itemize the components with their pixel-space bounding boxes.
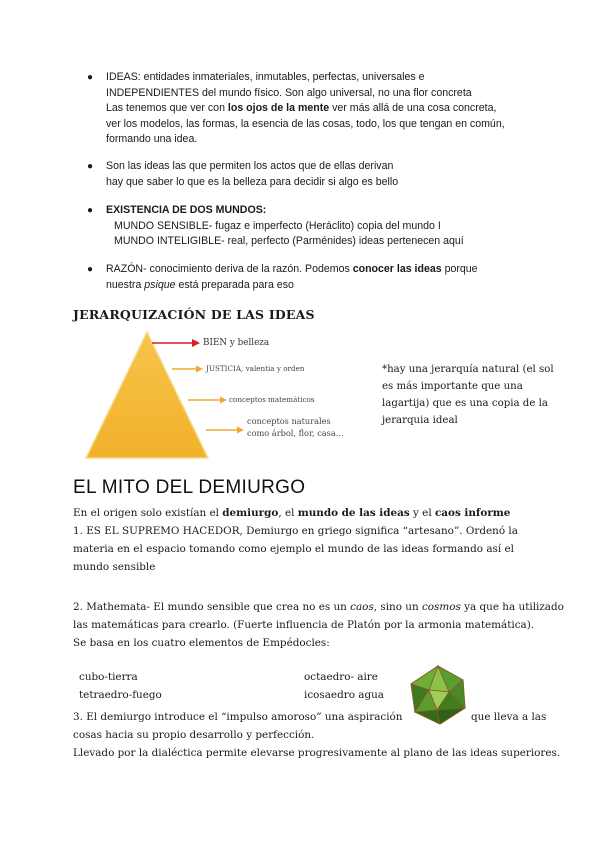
hierarchy-title: JERARQUIZACIÓN DE LAS IDEAS [73,307,315,322]
bullet-line [106,132,505,148]
arrow-naturales [206,427,244,434]
text-run: 2. Mathemata- El mundo sensible que crea no es un [73,601,351,613]
level-matematicos: conceptos matemáticos [229,395,315,404]
text-run: hay que saber lo que es la belleza para decidir si algo es bello [106,175,399,188]
bullet-text [106,159,398,190]
text-run: IDEAS: entidades inmateriales, inmutables, perfectas, universales e [106,71,425,83]
hierarchy-pyramid [80,330,370,462]
level-justicia: JUSTICIA, valentia y orden [206,364,305,373]
bullet-dot-icon: ● [87,205,94,216]
italic-text: cosmos [421,601,461,613]
bullet-item [87,70,505,148]
text-run: , sino un [373,601,422,613]
text-run: INDEPENDIENTES del mundo físico. Son algo universal, no una flor concreta [106,86,472,99]
bold-text: los ojos de la mente [227,102,330,115]
demiurgo-intro [73,507,510,519]
p2-line [73,637,330,649]
bullet-line [106,262,478,278]
bullet-line [106,278,478,294]
bullet-line [106,101,505,117]
bullet-dot-icon: ● [87,72,94,83]
pyramid-triangle [86,332,208,458]
text-run: ver los modelos, las formas, la esencia de las cosas, todo, los que tengan en común, [106,117,505,130]
text-run: las matemáticas para crearlo. (Fuerte influencia de Platón por la armonia matemática). [73,619,535,631]
element-octaedro: octaedro- aire [304,671,378,683]
text-run: formando una idea. [106,133,198,146]
bullet-line [106,234,464,250]
bullet-line [106,70,505,86]
note-line: *hay una jerarquía natural (el sol [382,364,554,375]
text-run: nuestra [106,278,145,291]
bold-text: caos informe [434,507,511,519]
p3-end: que lleva a las [471,711,547,723]
element-cubo: cubo-tierra [79,671,138,683]
arrow-matematicos [188,397,227,404]
p1-line: materia en el espacio tomando como ejemplo el mundo de las ideas formando así el [73,543,514,555]
p3-line: Llevado por la dialéctica permite elevarse progresivamente al plano de las ideas superiores. [73,747,561,759]
hierarchy-note [382,361,554,429]
arrow-bien [152,339,200,347]
text-run: Se basa en los cuatro elementos de Empédocles: [73,637,330,649]
element-tetraedro: tetraedro-fuego [79,689,162,701]
text-run: porque [441,263,478,275]
demiurgo-title: EL MITO DEL DEMIURGO [73,477,306,498]
p3-start: 3. El demiurgo introduce el “impulso amoroso” una aspiración [73,711,403,723]
p2-line [73,601,564,613]
bullet-line [106,159,398,175]
text-run: MUNDO INTELIGIBLE- real, perfecto (Parménides) ideas pertenecen aquí [114,235,464,248]
text-run: Las tenemos que ver con [106,102,228,115]
bullet-text [106,262,478,293]
bullet-dot-icon: ● [87,264,94,275]
bold-text: EXISTENCIA DE DOS MUNDOS: [106,204,267,216]
bullet-line [106,86,505,102]
p3-line: cosas hacia su propio desarrollo y perfección. [73,729,315,741]
bullet-item [87,203,464,250]
bullet-text [106,203,464,250]
p1-line: mundo sensible [73,561,156,573]
level-naturales-ejemplos: como árbol, flor, casa... [247,428,344,438]
bullet-dot-icon: ● [87,161,94,172]
level-naturales: conceptos naturales [247,416,331,426]
text-run: ver más allá de una cosa concreta, [329,102,497,115]
bullet-line [106,203,464,219]
p2-line [73,619,534,631]
bullet-text [106,70,505,148]
arrow-justicia [172,366,203,373]
text-run: MUNDO SENSIBLE- fugaz e imperfecto (Heráclito) copia del mundo I [114,219,441,232]
bold-text: mundo de las ideas [297,507,410,519]
text-run: Son las ideas las que permiten los actos que de ellas derivan [106,160,394,172]
text-run: ya que ha utilizado [460,601,564,613]
bullet-line [106,175,398,191]
bullet-line [106,117,505,133]
bullet-line [106,219,464,235]
note-line: jerarquia ideal [382,415,458,426]
text-run: En el origen solo existían el [73,507,223,519]
italic-text: caos [350,601,374,613]
bold-text: demiurgo [222,507,279,519]
level-bien: BIEN y belleza [203,338,270,348]
element-icosaedro: icosaedro agua [304,689,384,701]
bullet-item [87,262,478,293]
text-run: RAZÓN- conocimiento deriva de la razón. Podemos [106,263,353,275]
text-run: está preparada para eso [175,278,294,291]
bullet-item [87,159,399,190]
note-line: es más importante que una [382,381,523,392]
text-run: y el [409,507,435,519]
text-run: , el [278,507,298,519]
note-line: lagartija) que es una copia de la [382,398,548,409]
icosahedron-image [407,664,469,726]
bold-text: conocer las ideas [352,263,442,275]
italic-text: psique [144,278,176,291]
p1-line: 1. ES EL SUPREMO HACEDOR, Demiurgo en griego significa “artesano”. Ordenó la [73,525,518,537]
